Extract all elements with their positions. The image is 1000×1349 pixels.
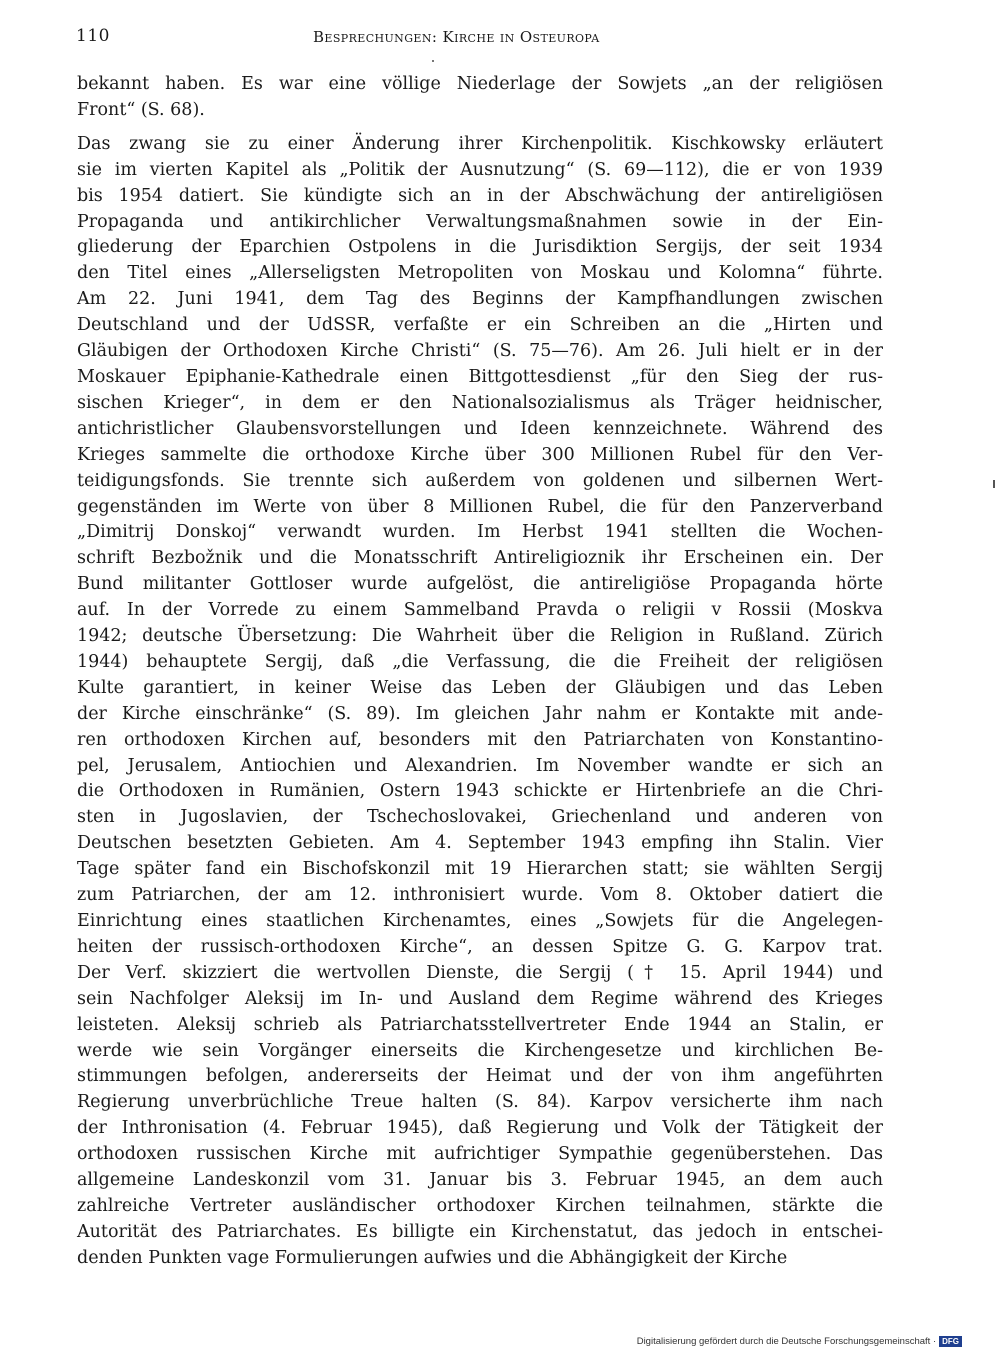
text-line: allgemeine Landeskonzil vom 31. Januar bis 3. Februar 1945, an dem auch <box>77 1170 883 1191</box>
print-speck <box>432 60 434 62</box>
text-line: sten in Jugoslavien, der Tschechoslovakei, Griechenland und anderen von <box>77 807 883 828</box>
text-line: der Kirche einschränke“ (S. 89). Im gleichen Jahr nahm er Kontakte mit ande- <box>77 703 883 724</box>
text-line: teidigungsfonds. Sie trennte sich außerdem von goldenen und silbernen Wert- <box>77 470 883 491</box>
text-line: zahlreiche Vertreter ausländischer orthodoxer Kirchen teilnahmen, stärkte die <box>77 1195 883 1216</box>
text-line: Deutschen besetzten Gebieten. Am 4. September 1943 empfing ihn Stalin. Vier <box>77 833 883 854</box>
text-line: pel, Jerusalem, Antiochien und Alexandrien. Im November wandte er sich an <box>77 755 883 776</box>
text-line: gliederung der Eparchien Ostpolens in die Jurisdiktion Sergijs, der seit 1934 <box>77 237 883 258</box>
text-line: stimmungen befolgen, andererseits der Heimat und der von ihm angeführten <box>77 1066 883 1087</box>
text-line: Gläubigen der Orthodoxen Kirche Christi“ (S. 75—76). Am 26. Juli hielt er in der <box>77 341 883 362</box>
text-line: Krieges sammelte die orthodoxe Kirche über 300 Millionen Rubel für den Ver- <box>77 444 883 465</box>
text-line: schrift Bezbožnik und die Monatsschrift Antireligioznik ihr Erscheinen ein. Der <box>77 548 883 569</box>
running-head <box>313 28 600 46</box>
text-line: denden Punkten vage Formulierungen aufwies und die Abhängigkeit der Kirche <box>77 1247 788 1268</box>
footer-credit: Digitalisierung gefördert durch die Deutsche Forschungsgemeinschaft · <box>636 1336 937 1347</box>
text-line: auf. In der Vorrede zu einem Sammelband Pravda o religii v Rossii (Moskva <box>77 600 883 621</box>
text-line: sischen Krieger“, in dem er den Nationalsozialismus als Träger heidnischer, <box>77 392 883 413</box>
text-line: die Orthodoxen in Rumänien, Ostern 1943 schickte er Hirtenbriefe an die Chri- <box>77 781 883 802</box>
text-line: sie im vierten Kapitel als „Politik der Ausnutzung“ (S. 69—112), die er von 1939 <box>77 159 883 180</box>
text-line: 1944) behauptete Sergij, daß „die Verfassung, die die Freiheit der religiösen <box>77 651 883 672</box>
running-head-section: Besprechungen: <box>313 28 443 46</box>
text-line: heiten der russisch-orthodoxen Kirche“, an dessen Spitze G. G. Karpov trat. <box>77 936 883 957</box>
text-line: Einrichtung eines staatlichen Kirchenamtes, eines „Sowjets für die Angelegen- <box>77 911 883 931</box>
text-line: Am 22. Juni 1941, dem Tag des Beginns der Kampfhandlungen zwischen <box>77 289 883 310</box>
text-line: Der Verf. skizziert die wertvollen Dienste, die Sergij († 15. April 1944) und <box>77 962 883 983</box>
paragraph-1 <box>77 72 883 124</box>
text-line: bis 1954 datiert. Sie kündigte sich an in der Abschwächung der antireligiösen <box>77 185 883 206</box>
dfg-logo: DFG <box>939 1336 962 1347</box>
text-line: Deutschland und der UdSSR, verfaßte er ein Schreiben an die „Hirten und <box>77 315 883 336</box>
text-line: zum Patriarchen, der am 12. inthronisiert wurde. Vom 8. Oktober datiert die <box>77 885 883 906</box>
text-line: Regierung unverbrüchliche Treue halten (S. 84). Karpov versicherte ihm nach <box>77 1092 883 1113</box>
text-line: Tage später fand ein Bischofskonzil mit 19 Hierarchen statt; sie wählten Sergij <box>77 859 883 880</box>
running-head-topic: Kirche in Osteuropa <box>442 28 600 46</box>
text-line: „Dimitrij Donskoj“ verwandt wurden. Im Herbst 1941 stellten die Wochen- <box>77 522 883 543</box>
text-line: ren orthodoxen Kirchen auf, besonders mit den Patriarchaten von Konstantino- <box>77 729 883 750</box>
digitization-footer <box>637 1336 962 1347</box>
paragraph-2 <box>77 132 883 1272</box>
text-line: den Titel eines „Allerseligsten Metropoliten von Moskau und Kolomna“ führte. <box>77 263 883 284</box>
text-line: bekannt haben. Es war eine völlige Niederlage der Sowjets „an der religiösen <box>77 74 883 94</box>
paragraph-gap <box>77 124 883 132</box>
margin-mark <box>993 480 995 488</box>
text-line: sein Nachfolger Aleksij im In- und Ausland dem Regime während des Krieges <box>77 988 883 1009</box>
text-line: leisteten. Aleksij schrieb als Patriarchatsstellvertreter Ende 1944 an Stalin, er <box>77 1014 883 1035</box>
text-line: gegenständen im Werte von über 8 Millionen Rubel, die für den Panzerverband <box>77 496 883 517</box>
text-line: 1942; deutsche Übersetzung: Die Wahrheit über die Religion in Rußland. Zürich <box>77 626 883 647</box>
text-line: werde wie sein Vorgänger einerseits die Kirchengesetze und kirchlichen Be- <box>77 1040 883 1061</box>
text-line: antichristlicher Glaubensvorstellungen und Ideen kennzeichnete. Während des <box>77 418 883 439</box>
text-line: Das zwang sie zu einer Änderung ihrer Kirchenpolitik. Kischkowsky erläutert <box>77 133 883 154</box>
text-line: Autorität des Patriarchates. Es billigte ein Kirchenstatut, das jedoch in entschei- <box>77 1221 883 1242</box>
text-line: Bund militanter Gottloser wurde aufgelöst, die antireligiöse Propaganda hörte <box>77 574 883 595</box>
text-line: Front“ (S. 68). <box>77 99 205 120</box>
page-number: 110 <box>76 26 110 46</box>
text-line: Propaganda und antikirchlicher Verwaltungsmaßnahmen sowie in der Ein- <box>77 211 883 232</box>
text-line: der Inthronisation (4. Februar 1945), daß Regierung und Volk der Tätigkeit der <box>77 1118 883 1139</box>
text-line: Moskauer Epiphanie-Kathedrale einen Bittgottesdienst „für den Sieg der rus- <box>77 366 883 387</box>
text-line: orthodoxen russischen Kirche mit aufrichtiger Sympathie gegenüberstehen. Das <box>77 1144 883 1165</box>
article-body <box>77 72 883 1272</box>
text-line: Kulte garantiert, in keiner Weise das Leben der Gläubigen und das Leben <box>77 677 883 698</box>
